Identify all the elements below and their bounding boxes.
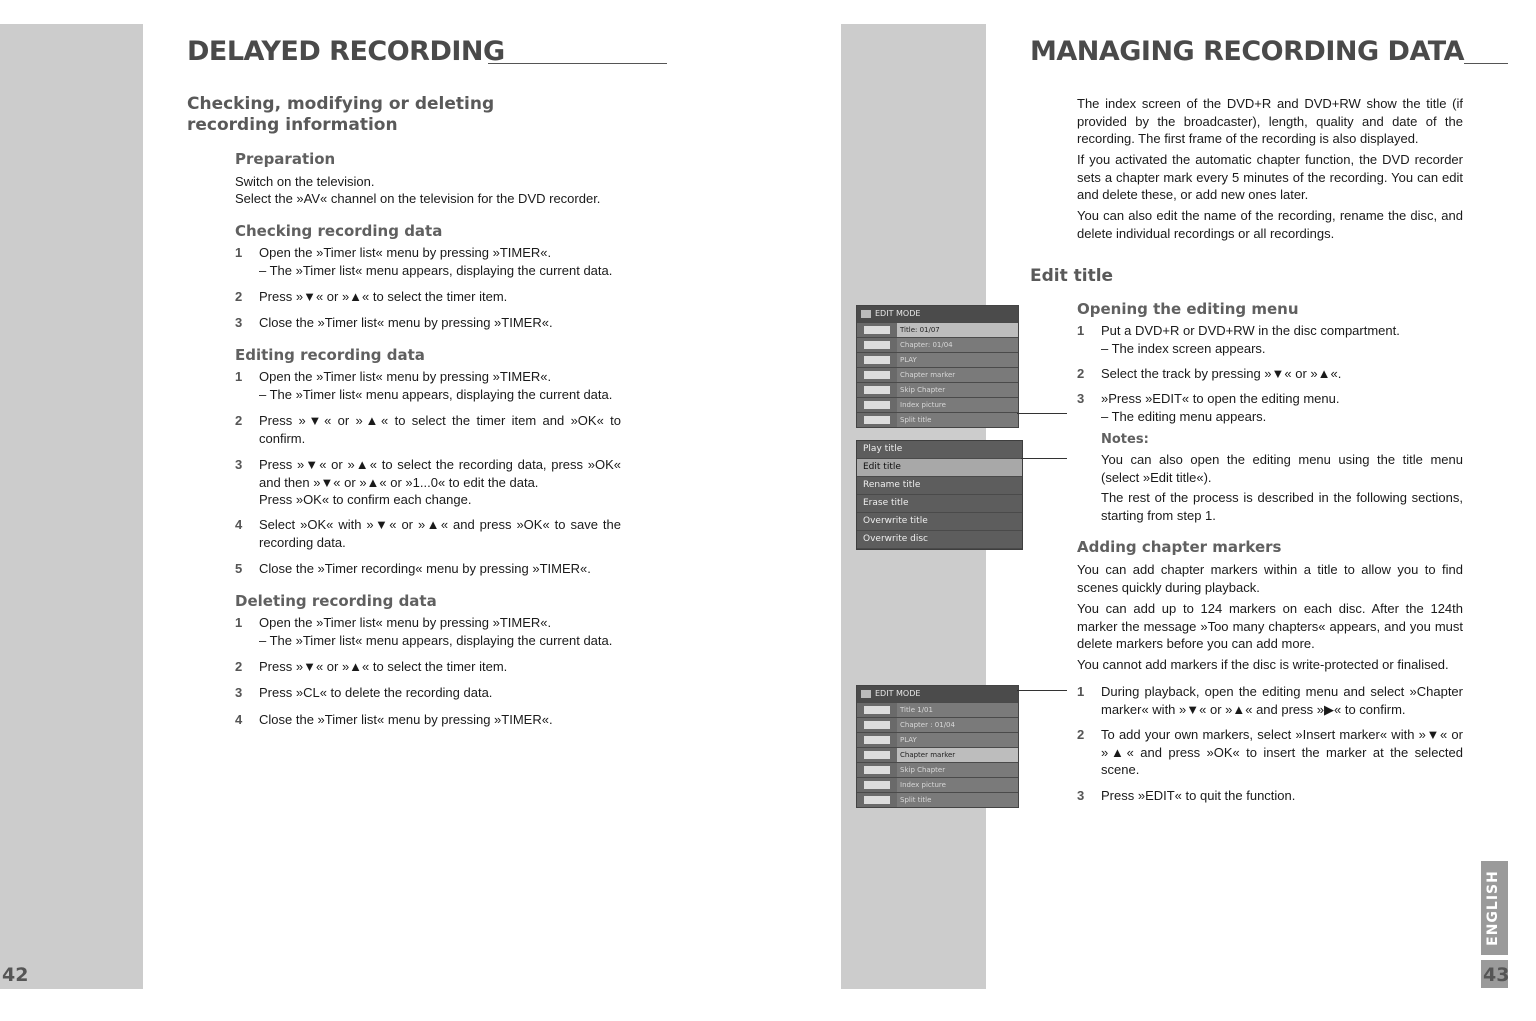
osd-header: EDIT MODE — [857, 306, 1018, 322]
step-text: To add your own markers, select »Insert marker« with »▼« or »▲« and press »OK« to insert the marker at the selected scene. — [1101, 727, 1463, 777]
osd-row-icon — [857, 763, 897, 777]
edit-mode-screen-2 — [856, 685, 1019, 808]
leader-line-1 — [1017, 413, 1067, 414]
osd-row-label: PLAY — [897, 733, 1018, 747]
notes-heading: Notes: — [1101, 432, 1149, 447]
chapter-para-1: You can add chapter markers within a title to allow you to find scenes quickly during playback. — [1077, 562, 1463, 595]
left-margin-band — [0, 24, 143, 989]
step-number: 2 — [235, 289, 243, 304]
osd-row-label: Index picture — [897, 778, 1018, 792]
editing-heading: Editing recording data — [235, 346, 425, 364]
osd-row-label: Split title — [897, 793, 1018, 807]
edit-mode-screen-1 — [856, 305, 1019, 428]
osd-row — [857, 367, 1018, 382]
step-text: Select »OK« with »▼« or »▲« and press »OK« to save the recording data. — [259, 517, 621, 550]
osd-row-label: Skip Chapter — [897, 763, 1018, 777]
osd-row-icon — [857, 793, 897, 807]
step-number: 3 — [235, 457, 243, 472]
step-number: 2 — [235, 413, 243, 428]
preparation-line-2: Select the »AV« channel on the television for the DVD recorder. — [235, 191, 601, 206]
osd-row-label: Skip Chapter — [897, 383, 1018, 397]
osd-row — [857, 397, 1018, 412]
menu-item: Play title — [857, 441, 1022, 459]
osd-row-icon — [857, 703, 897, 717]
chapter-para-3: You cannot add markers if the disc is write-protected or finalised. — [1077, 657, 1449, 672]
osd-row-icon — [857, 778, 897, 792]
step-number: 3 — [235, 315, 243, 330]
edit-mode-icon — [861, 690, 871, 698]
osd-row — [857, 732, 1018, 747]
step-text: Open the »Timer list« menu by pressing »TIMER«. – The »Timer list« menu appears, displaying the current data. — [259, 369, 613, 402]
page-number-right: 43 — [1483, 964, 1510, 986]
preparation-line-1: Switch on the television. — [235, 174, 375, 189]
step-text: Close the »Timer recording« menu by pressing »TIMER«. — [259, 561, 591, 576]
title-menu — [856, 440, 1023, 550]
edit-mode-icon — [861, 310, 871, 318]
osd-header: EDIT MODE — [857, 686, 1018, 702]
step-text: »Press »EDIT« to open the editing menu. – The editing menu appears. — [1101, 391, 1340, 424]
edit-title-heading: Edit title — [1030, 266, 1114, 286]
osd-row-icon — [857, 733, 897, 747]
step-text: Close the »Timer list« menu by pressing »TIMER«. — [259, 315, 553, 330]
step-number: 3 — [235, 685, 243, 700]
step-number: 1 — [235, 369, 243, 384]
page-number-left: 42 — [2, 964, 29, 986]
osd-row-label: Title: 01/07 — [897, 323, 1018, 337]
osd-row — [857, 352, 1018, 367]
osd-row-icon — [857, 338, 897, 352]
osd-row-icon — [857, 383, 897, 397]
section-subtitle: Checking, modifying or deleting recording information — [187, 94, 495, 135]
step-text: Press »▼« or »▲« to select the timer item and »OK« to confirm. — [259, 413, 621, 446]
menu-item: Rename title — [857, 477, 1022, 495]
step-number: 1 — [235, 615, 243, 630]
page-title-left: DELAYED RECORDING — [187, 36, 505, 67]
osd-row-label: Split title — [897, 413, 1018, 427]
step-text: Open the »Timer list« menu by pressing »TIMER«. – The »Timer list« menu appears, displaying the current data. — [259, 245, 613, 278]
intro-para-2: If you activated the automatic chapter function, the DVD recorder sets a chapter mark every 5 minutes of the recording. You can edit and delete these, or add new ones later. — [1077, 152, 1463, 202]
osd-row-icon — [857, 368, 897, 382]
checking-heading: Checking recording data — [235, 222, 443, 240]
intro-para-1: The index screen of the DVD+R and DVD+RW show the title (if provided by the broadcaster), length, quality and date of the recording. The first frame of the recording is also displayed. — [1077, 96, 1463, 146]
osd-rows — [857, 322, 1018, 427]
intro-para-3: You can also edit the name of the recording, rename the disc, and delete individual recordings or all recordings. — [1077, 208, 1463, 241]
step-number: 4 — [235, 712, 243, 727]
language-tab-label: ENGLISH — [1485, 870, 1501, 946]
osd-row-label: Chapter: 01/04 — [897, 338, 1018, 352]
step-number: 2 — [1077, 366, 1085, 381]
step-number: 5 — [235, 561, 243, 576]
osd-row-label: Chapter : 01/04 — [897, 718, 1018, 732]
osd-row-label: PLAY — [897, 353, 1018, 367]
step-text: Press »▼« or »▲« to select the timer item. — [259, 659, 508, 674]
leader-line-2 — [1021, 458, 1067, 459]
osd-rows — [857, 702, 1018, 807]
step-number: 4 — [235, 517, 243, 532]
step-number: 1 — [235, 245, 243, 260]
osd-row-icon — [857, 398, 897, 412]
step-text: Open the »Timer list« menu by pressing »TIMER«. – The »Timer list« menu appears, displaying the current data. — [259, 615, 613, 648]
osd-row-label: Title 1/01 — [897, 703, 1018, 717]
preparation-heading: Preparation — [235, 150, 336, 168]
osd-row-icon — [857, 748, 897, 762]
osd-row — [857, 337, 1018, 352]
menu-item: Erase title — [857, 495, 1022, 513]
osd-row-label: Chapter marker — [897, 368, 1018, 382]
step-text: Close the »Timer list« menu by pressing »TIMER«. — [259, 712, 553, 727]
osd-row — [857, 762, 1018, 777]
step-number: 1 — [1077, 323, 1085, 338]
step-number: 3 — [1077, 391, 1085, 406]
osd-row-icon — [857, 353, 897, 367]
step-text: Press »▼« or »▲« to select the timer item. — [259, 289, 508, 304]
opening-heading: Opening the editing menu — [1077, 300, 1299, 318]
step-text: Press »▼« or »▲« to select the recording data, press »OK« and then »▼« or »▲« or »1...0« to edit the data. Press »OK« to confirm each change. — [259, 457, 621, 507]
page-title-right: MANAGING RECORDING DATA — [1030, 36, 1464, 67]
menu-item: Overwrite disc — [857, 531, 1022, 549]
step-number: 2 — [1077, 727, 1085, 742]
step-text: During playback, open the editing menu and select »Chapter marker« with »▼« or »▲« and press »▶« to confirm. — [1101, 684, 1463, 717]
menu-item: Overwrite title — [857, 513, 1022, 531]
osd-row-icon — [857, 718, 897, 732]
osd-row-label: Index picture — [897, 398, 1018, 412]
osd-row-icon — [857, 413, 897, 427]
step-text: Press »CL« to delete the recording data. — [259, 685, 493, 700]
leader-line-3 — [1017, 690, 1067, 691]
step-text: Put a DVD+R or DVD+RW in the disc compartment. – The index screen appears. — [1101, 323, 1400, 356]
osd-row — [857, 412, 1018, 427]
deleting-heading: Deleting recording data — [235, 592, 437, 610]
title-rule-right — [1464, 63, 1508, 64]
osd-row — [857, 382, 1018, 397]
step-text: Select the track by pressing »▼« or »▲«. — [1101, 366, 1342, 381]
osd-row — [857, 717, 1018, 732]
step-number: 2 — [235, 659, 243, 674]
step-number: 1 — [1077, 684, 1085, 699]
osd-row-icon — [857, 323, 897, 337]
osd-row-label: Chapter marker — [897, 748, 1018, 762]
menu-item: Edit title — [857, 459, 1022, 477]
osd-row — [857, 747, 1018, 762]
osd-row — [857, 702, 1018, 717]
notes-line-2: The rest of the process is described in the following sections, starting from step 1. — [1101, 490, 1463, 523]
title-rule-left — [488, 63, 667, 64]
osd-row — [857, 792, 1018, 807]
osd-row — [857, 322, 1018, 337]
step-text: Press »EDIT« to quit the function. — [1101, 788, 1296, 803]
chapter-heading: Adding chapter markers — [1077, 538, 1282, 556]
chapter-para-2: You can add up to 124 markers on each disc. After the 124th marker the message »Too many chapters« appears, and you must delete markers before you can add more. — [1077, 601, 1463, 651]
osd-row — [857, 777, 1018, 792]
notes-line-1: You can also open the editing menu using the title menu (select »Edit title«). — [1101, 452, 1463, 485]
step-number: 3 — [1077, 788, 1085, 803]
